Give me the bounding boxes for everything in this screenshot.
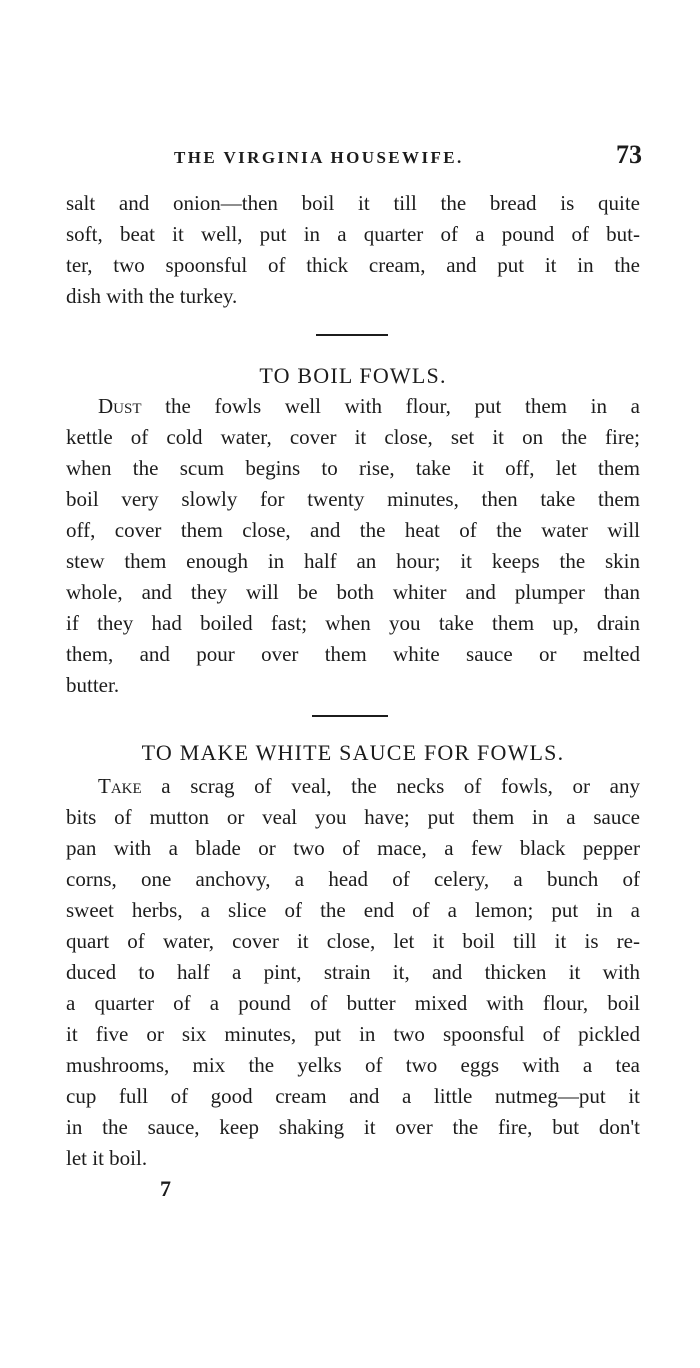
recipe-line: duced to half a pint, strain it, and thicken it with — [66, 960, 640, 984]
signature-mark: 7 — [160, 1176, 171, 1201]
first-line-text: a scrag of veal, the necks of fowls, or any — [141, 774, 640, 798]
recipe-line: a quarter of a pound of butter mixed with flour, boil — [66, 991, 640, 1015]
recipe-line: corns, one anchovy, a head of celery, a bunch of — [66, 867, 640, 891]
recipe-line: whole, and they will be both whiter and plumper than — [66, 580, 640, 604]
recipe-line: butter. — [66, 673, 120, 697]
recipe-line: off, cover them close, and the heat of the water will — [66, 518, 640, 542]
recipe-line: in the sauce, keep shaking it over the fire, but don't — [66, 1115, 640, 1139]
section-divider — [312, 715, 388, 717]
recipe-line: stew them enough in half an hour; it keeps the skin — [66, 549, 640, 573]
recipe-title-white-sauce: TO MAKE WHITE SAUCE FOR FOWLS. — [141, 740, 565, 765]
recipe-line: cup full of good cream and a little nutmeg—put it — [66, 1084, 640, 1108]
continuation-line: soft, beat it well, put in a quarter of a pound of but- — [66, 222, 640, 246]
recipe-line: it five or six minutes, put in two spoonsful of pickled — [66, 1022, 640, 1046]
recipe-line: them, and pour over them white sauce or melted — [66, 642, 640, 666]
recipe-line: if they had boiled fast; when you take them up, drain — [66, 611, 640, 635]
recipe-first-line — [98, 771, 640, 802]
recipe-title-boil-fowls: TO BOIL FOWLS. — [259, 363, 447, 388]
recipe-line: kettle of cold water, cover it close, set it on the fire; — [66, 425, 640, 449]
recipe-line: when the scum begins to rise, take it off, let them — [66, 456, 640, 480]
running-head — [66, 140, 642, 174]
running-title: THE VIRGINIA HOUSEWIFE. — [174, 148, 464, 167]
first-line-text: the fowls well with flour, put them in a — [141, 394, 640, 418]
continuation-line: salt and onion—then boil it till the bread is quite — [66, 191, 640, 215]
drop-word: Take — [98, 774, 142, 798]
recipe-line: mushrooms, mix the yelks of two eggs with a tea — [66, 1053, 640, 1077]
recipe-line: boil very slowly for twenty minutes, then take them — [66, 487, 640, 511]
continuation-line: dish with the turkey. — [66, 284, 238, 308]
recipe-line: pan with a blade or two of mace, a few black pepper — [66, 836, 640, 860]
recipe-line: bits of mutton or veal you have; put them in a sauce — [66, 805, 640, 829]
recipe-line: quart of water, cover it close, let it boil till it is re- — [66, 929, 640, 953]
recipe-line: let it boil. — [66, 1146, 148, 1170]
recipe-line: sweet herbs, a slice of the end of a lemon; put in a — [66, 898, 640, 922]
section-divider — [316, 334, 388, 336]
drop-word: Dust — [98, 394, 142, 418]
recipe-first-line — [98, 391, 640, 422]
continuation-line: ter, two spoonsful of thick cream, and put it in the — [66, 253, 640, 277]
page-number: 73 — [616, 140, 642, 169]
